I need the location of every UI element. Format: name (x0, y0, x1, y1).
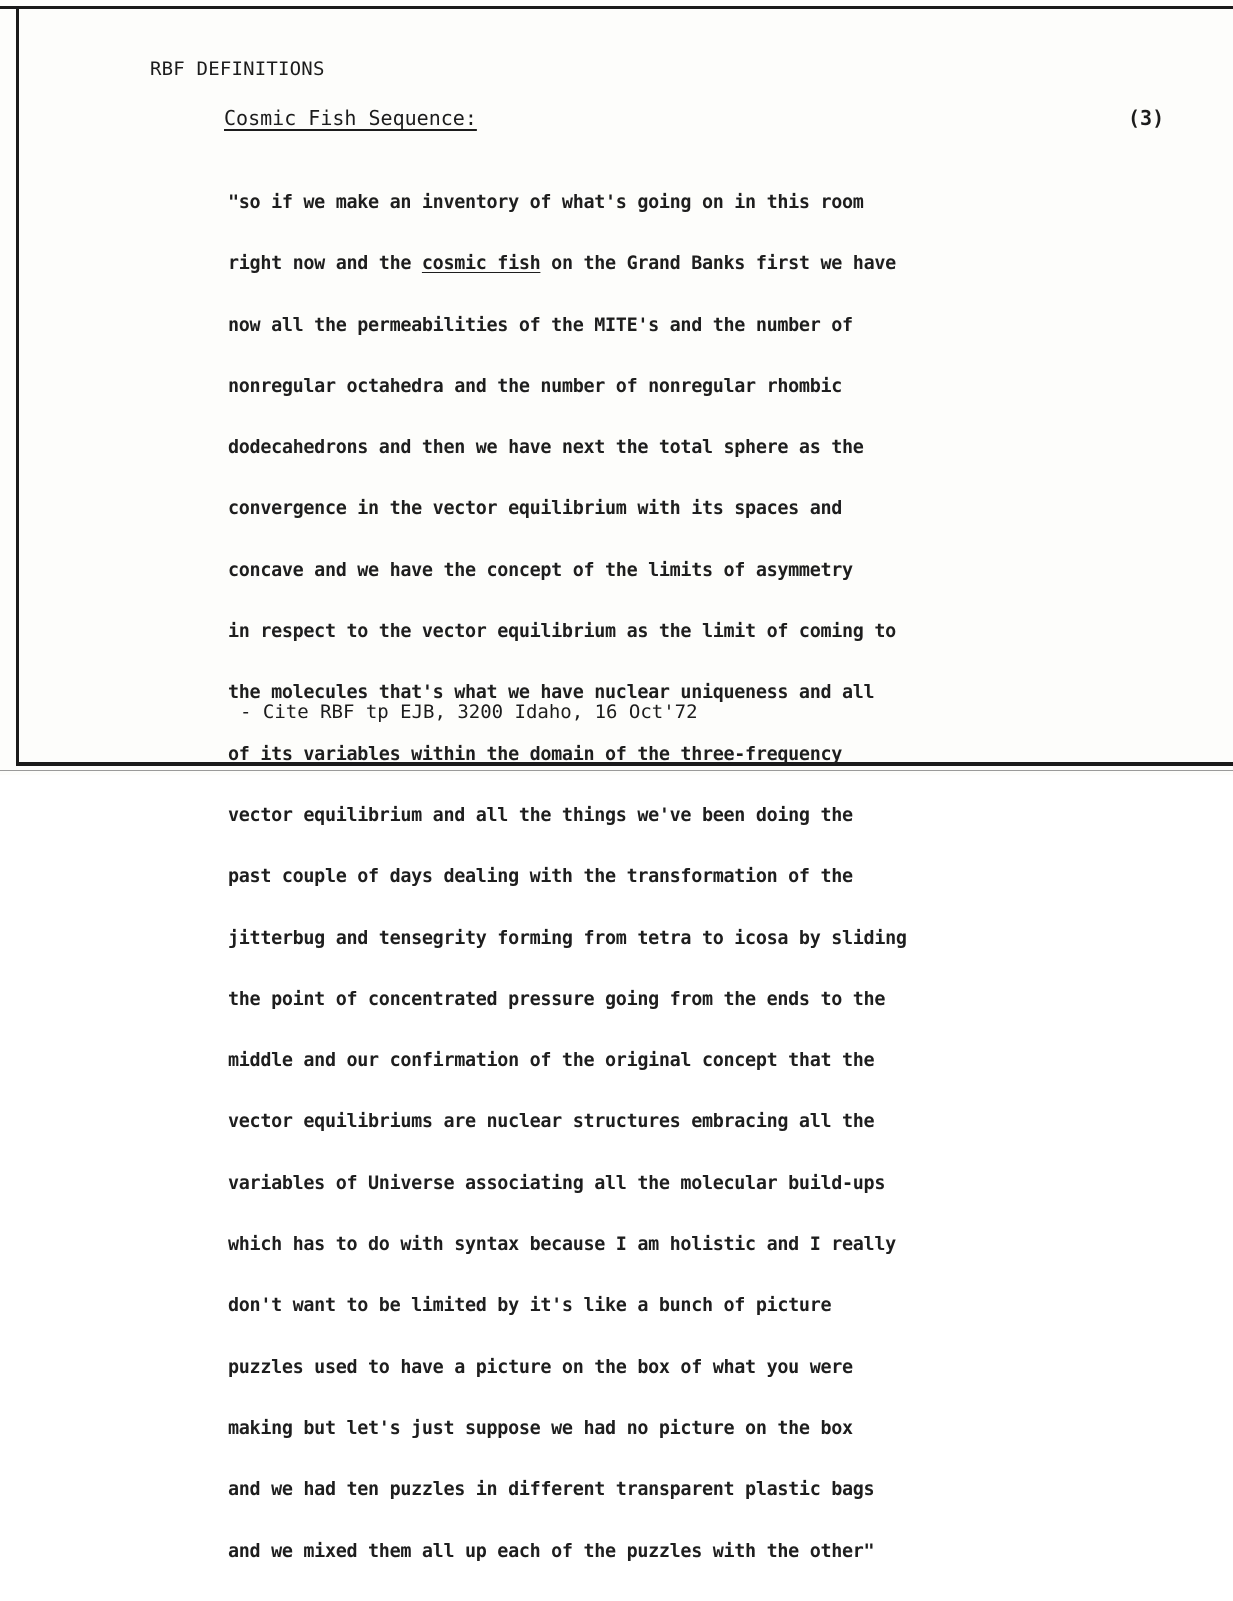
quote-line: of its variables within the domain of the three-frequency (228, 743, 843, 765)
quote-line: which has to do with syntax because I am holistic and I really (228, 1234, 896, 1256)
quote-line: vector equilibrium and all the things we've been doing the (228, 804, 853, 826)
quote-line (228, 252, 1158, 275)
quote-line: dodecahedrons and then we have next the total sphere as the (228, 437, 864, 459)
card-top-border (0, 6, 1233, 9)
quote-line: in respect to the vector equilibrium as the limit of coming to (228, 621, 896, 643)
quote-line: concave and we have the concept of the limits of asymmetry (228, 559, 853, 581)
quote-line: now all the permeabilities of the MITE's and the number of (228, 314, 853, 336)
quote-fragment: on the Grand Banks first we have (540, 253, 896, 275)
page-number: (3) (1128, 106, 1165, 130)
quote-line: convergence in the vector equilibrium with its spaces and (228, 498, 843, 520)
quote-line: middle and our confirmation of the original concept that the (228, 1050, 875, 1072)
quote-line: puzzles used to have a picture on the box of what you were (228, 1356, 853, 1378)
quote-fragment: right now and the (228, 253, 422, 275)
quote-line: making but let's just suppose we had no picture on the box (228, 1417, 853, 1439)
quote-line: don't want to be limited by it's like a bunch of picture (228, 1295, 832, 1317)
quote-block (228, 153, 1158, 1601)
quote-line: past couple of days dealing with the transformation of the (228, 866, 853, 888)
quote-line: vector equilibriums are nuclear structures embracing all the (228, 1111, 875, 1133)
section-header: RBF DEFINITIONS (150, 58, 325, 80)
quote-line: nonregular octahedra and the number of nonregular rhombic (228, 375, 843, 397)
quote-line: and we mixed them all up each of the puzzles with the other" (228, 1540, 875, 1562)
underlined-term: cosmic fish (421, 253, 541, 275)
quote-line: variables of Universe associating all the molecular build-ups (228, 1172, 886, 1194)
card-left-border (16, 6, 19, 766)
quote-line: "so if we make an inventory of what's going on in this room (228, 192, 864, 213)
quote-line: the molecules that's what we have nuclear uniqueness and all (228, 682, 875, 704)
quote-line: and we had ten puzzles in different transparent plastic bags (228, 1479, 875, 1501)
quote-line: the point of concentrated pressure going from the ends to the (228, 988, 886, 1010)
entry-title: Cosmic Fish Sequence: (224, 106, 477, 130)
citation: - Cite RBF tp EJB, 3200 Idaho, 16 Oct'72 (240, 701, 698, 723)
quote-line: jitterbug and tensegrity forming from tetra to icosa by sliding (228, 927, 907, 949)
